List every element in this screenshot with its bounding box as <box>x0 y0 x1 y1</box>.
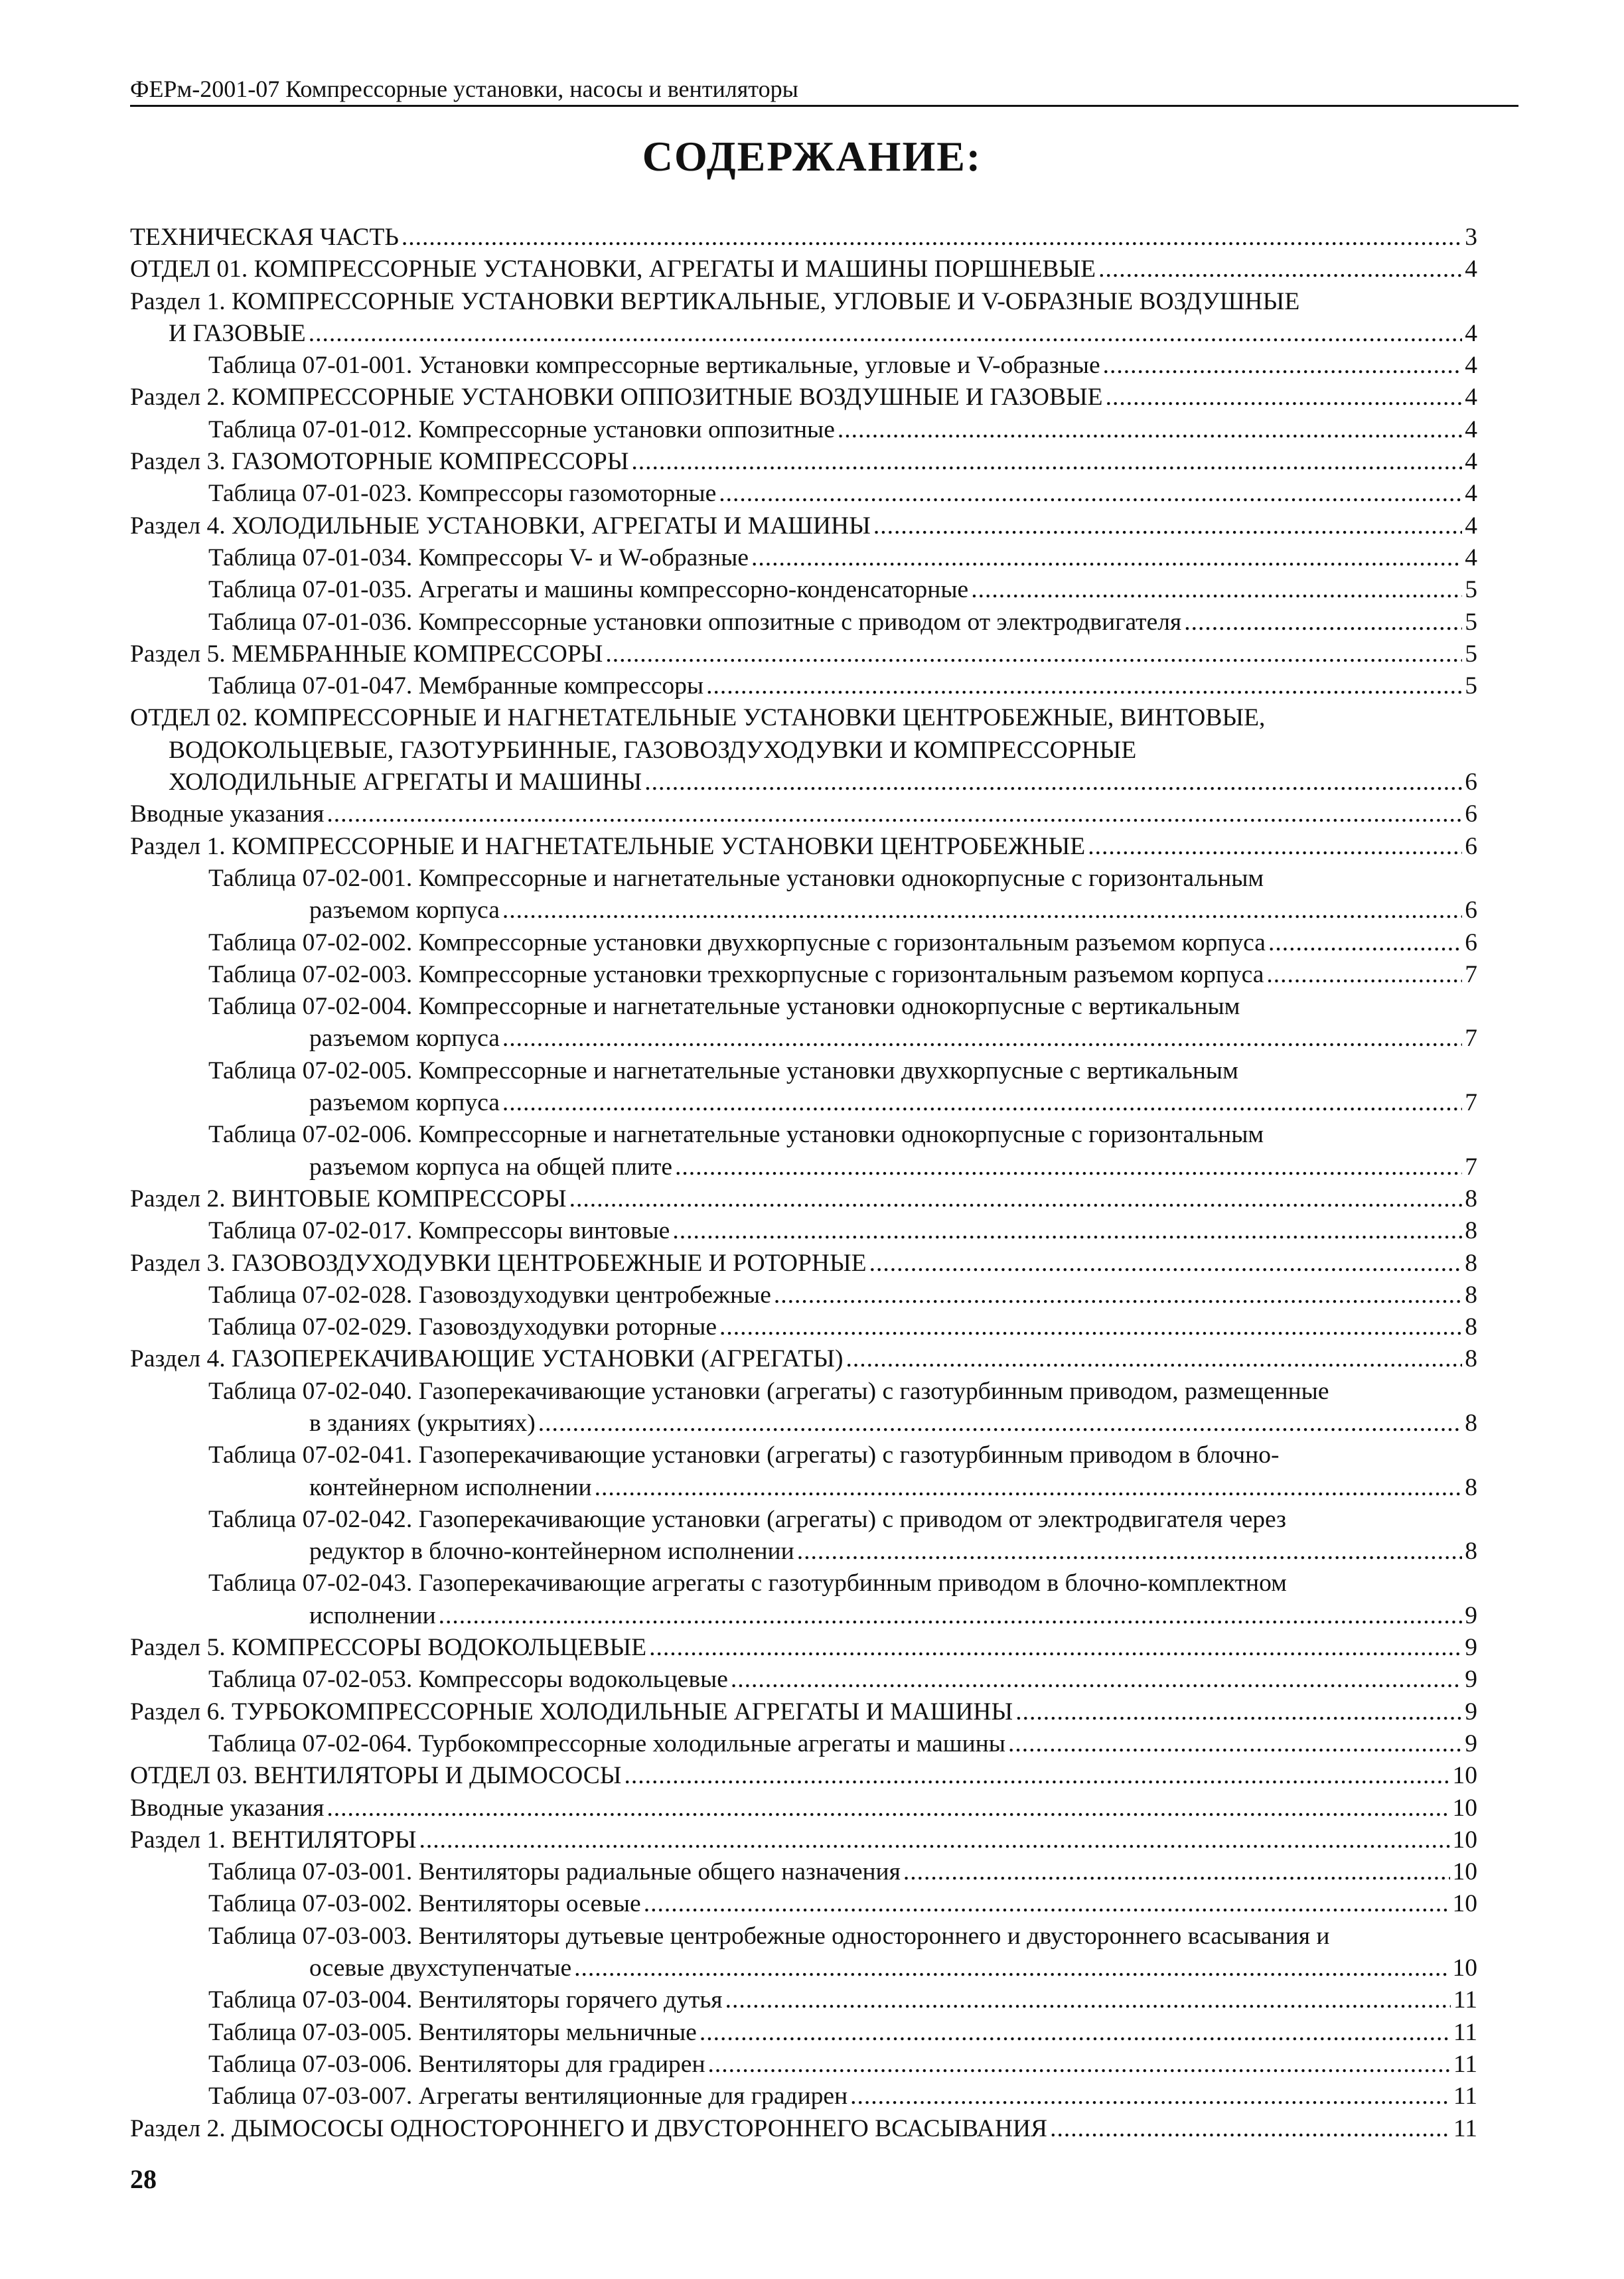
toc-page-number: 4 <box>1465 384 1477 411</box>
toc-entry-text: Таблица 07-02-053. Компрессоры водокольцевые <box>208 1666 728 1694</box>
dot-leader <box>631 446 1462 478</box>
toc-entry-text: Раздел 4. ГАЗОПЕРЕКАЧИВАЮЩИЕ УСТАНОВКИ (АГРЕГАТЫ) <box>130 1345 844 1373</box>
toc-page-number: 8 <box>1465 1217 1477 1245</box>
toc-entry[interactable] <box>130 1728 1477 1760</box>
toc-entry-text: Таблица 07-02-004. Компрессорные и нагнетательные установки однокорпусные с вертикальным <box>208 993 1240 1021</box>
toc-page-number: 4 <box>1465 319 1477 347</box>
dot-leader <box>846 1343 1462 1375</box>
toc-entry[interactable] <box>130 1280 1477 1311</box>
toc-entry-text: Раздел 2. ВИНТОВЫЕ КОМПРЕССОРЫ <box>130 1185 567 1213</box>
toc-entry[interactable] <box>130 1568 1477 1632</box>
toc-entry[interactable] <box>130 254 1477 285</box>
toc-page-number: 10 <box>1452 1762 1477 1790</box>
toc-entry-text: Таблица 07-03-002. Вентиляторы осевые <box>208 1890 641 1918</box>
toc-entry-text: Таблица 07-02-006. Компрессорные и нагнетательные установки однокорпусные с горизонтальным <box>208 1121 1264 1149</box>
toc-entry-text: разъемом корпуса <box>309 1089 500 1117</box>
toc-entry[interactable] <box>130 2049 1477 2081</box>
toc-page-number: 6 <box>1465 769 1477 796</box>
toc-page-number: 8 <box>1465 1249 1477 1277</box>
toc-entry-text: Таблица 07-03-007. Агрегаты вентиляционные для градирен <box>208 2083 848 2110</box>
dot-leader <box>731 1664 1462 1696</box>
toc-page-number: 10 <box>1452 1794 1477 1822</box>
toc-entry-text: Таблица 07-01-035. Агрегаты и машины компрессорно-конденсаторные <box>208 576 969 604</box>
toc-entry[interactable] <box>130 1343 1477 1375</box>
dot-leader <box>797 1536 1463 1568</box>
toc-entry[interactable] <box>130 798 1477 830</box>
toc-entry[interactable] <box>130 863 1477 927</box>
toc-entry[interactable] <box>130 1055 1477 1120</box>
toc-entry[interactable] <box>130 638 1477 670</box>
toc-entry-text: Таблица 07-03-001. Вентиляторы радиальные общего назначения <box>208 1858 901 1886</box>
toc-entry[interactable] <box>130 542 1477 574</box>
dot-leader <box>402 222 1462 254</box>
toc-entry-text: разъемом корпуса <box>309 1025 500 1053</box>
dot-leader <box>869 1248 1463 1280</box>
toc-page-number: 8 <box>1465 1409 1477 1437</box>
toc-entry-text: Таблица 07-02-064. Турбокомпрессорные холодильные агрегаты и машины <box>208 1729 1005 1757</box>
toc-page-number: 11 <box>1453 1986 1477 2014</box>
dot-leader <box>1050 2113 1451 2145</box>
toc-entry[interactable] <box>130 1215 1477 1247</box>
toc-entry-text: разъемом корпуса на общей плите <box>309 1153 672 1181</box>
toc-entry[interactable] <box>130 2113 1477 2145</box>
dot-leader <box>605 638 1462 670</box>
toc-page-number: 8 <box>1465 1345 1477 1373</box>
toc-entry-text: Таблица 07-02-042. Газоперекачивающие установки (агрегаты) с приводом от электродвигателя через <box>208 1505 1286 1533</box>
table-of-contents <box>130 222 1477 2145</box>
toc-page-number: 4 <box>1465 480 1477 508</box>
dot-leader <box>1268 927 1462 959</box>
toc-entry-text: контейнерном исполнении <box>309 1473 592 1501</box>
toc-entry[interactable] <box>130 1984 1477 2016</box>
toc-page-number: 5 <box>1465 672 1477 700</box>
toc-entry-text: Раздел 1. КОМПРЕССОРНЫЕ И НАГНЕТАТЕЛЬНЫЕ УСТАНОВКИ ЦЕНТРОБЕЖНЫЕ <box>130 832 1086 860</box>
toc-page-number: 4 <box>1465 512 1477 540</box>
toc-page-number: 4 <box>1465 352 1477 380</box>
dot-leader <box>569 1183 1463 1215</box>
toc-entry[interactable] <box>130 1664 1477 1696</box>
toc-entry[interactable] <box>130 1311 1477 1343</box>
toc-entry-text: в зданиях (укрытиях) <box>309 1409 536 1437</box>
dot-leader <box>1008 1728 1462 1760</box>
toc-entry-text: ВОДОКОЛЬЦЕВЫЕ, ГАЗОТУРБИННЫЕ, ГАЗОВОЗДУХОДУВКИ И КОМПРЕССОРНЫЕ <box>169 736 1137 764</box>
dot-leader <box>574 1952 1449 1984</box>
toc-page-number: 3 <box>1465 224 1477 251</box>
toc-entry[interactable] <box>130 478 1477 510</box>
toc-page-number: 9 <box>1465 1601 1477 1629</box>
toc-entry[interactable] <box>130 2081 1477 2112</box>
dot-leader <box>419 1824 1449 1856</box>
dot-leader <box>1184 607 1462 638</box>
dot-leader <box>649 1632 1462 1664</box>
toc-entry[interactable] <box>130 991 1477 1055</box>
toc-entry[interactable] <box>130 1632 1477 1664</box>
toc-entry[interactable] <box>130 1793 1477 1824</box>
toc-page-number: 11 <box>1453 2050 1477 2078</box>
toc-entry[interactable] <box>130 607 1477 638</box>
toc-entry-text: Таблица 07-01-036. Компрессорные установки оппозитные с приводом от электродвигателя <box>208 608 1182 636</box>
toc-entry[interactable] <box>130 1824 1477 1856</box>
toc-entry-text: Таблица 07-03-004. Вентиляторы горячего дутья <box>208 1986 723 2014</box>
toc-entry-text: Таблица 07-02-028. Газовоздуходувки центробежные <box>208 1281 771 1309</box>
toc-entry-text: Таблица 07-01-012. Компрессорные установки оппозитные <box>208 415 835 443</box>
toc-entry[interactable] <box>130 2017 1477 2049</box>
toc-entry[interactable] <box>130 1248 1477 1280</box>
toc-entry-text: Раздел 1. ВЕНТИЛЯТОРЫ <box>130 1826 417 1854</box>
toc-page-number: 5 <box>1465 608 1477 636</box>
toc-entry-text: Таблица 07-02-005. Компрессорные и нагнетательные установки двухкорпусные с вертикальным <box>208 1057 1238 1084</box>
toc-entry[interactable] <box>130 414 1477 446</box>
toc-entry-text: ТЕХНИЧЕСКАЯ ЧАСТЬ <box>130 224 399 251</box>
toc-entry[interactable] <box>130 222 1477 254</box>
dot-leader <box>644 1888 1450 1920</box>
dot-leader <box>538 1408 1462 1439</box>
toc-entry-text: разъемом корпуса <box>309 897 500 924</box>
toc-page-number: 7 <box>1465 1153 1477 1181</box>
dot-leader <box>502 895 1462 926</box>
toc-page-number: 8 <box>1465 1313 1477 1341</box>
toc-entry-text: И ГАЗОВЫЕ <box>169 319 306 347</box>
toc-page-number: 8 <box>1465 1185 1477 1213</box>
toc-entry-text: Таблица 07-03-006. Вентиляторы для градирен <box>208 2050 705 2078</box>
toc-page-number: 9 <box>1465 1729 1477 1757</box>
toc-entry[interactable] <box>130 1760 1477 1792</box>
toc-page-number: 11 <box>1453 2114 1477 2142</box>
toc-entry-text: Вводные указания <box>130 1794 325 1822</box>
dot-leader <box>1015 1696 1462 1728</box>
dot-leader <box>751 542 1462 574</box>
toc-page-number: 10 <box>1452 1858 1477 1886</box>
toc-entry-text: Таблица 07-03-003. Вентиляторы дутьевые центробежные одностороннего и двустороннего всасывания и <box>208 1922 1330 1950</box>
toc-entry[interactable] <box>130 1856 1477 1888</box>
dot-leader <box>1088 831 1462 863</box>
toc-page-number: 10 <box>1452 1954 1477 1982</box>
toc-page-number: 9 <box>1465 1698 1477 1726</box>
toc-page-number: 4 <box>1465 544 1477 571</box>
dot-leader <box>1098 254 1462 285</box>
toc-entry-text: Таблица 07-02-003. Компрессорные установки трехкорпусные с горизонтальным разъемом корпуса <box>208 960 1264 988</box>
dot-leader <box>327 798 1462 830</box>
toc-page-number: 8 <box>1465 1473 1477 1501</box>
toc-entry[interactable] <box>130 831 1477 863</box>
toc-entry-text: Раздел 2. ДЫМОСОСЫ ОДНОСТОРОННЕГО И ДВУСТОРОННЕГО ВСАСЫВАНИЯ <box>130 2114 1048 2142</box>
toc-entry[interactable] <box>130 510 1477 542</box>
toc-entry-text: Раздел 4. ХОЛОДИЛЬНЫЕ УСТАНОВКИ, АГРЕГАТЫ И МАШИНЫ <box>130 512 871 540</box>
toc-page-number: 10 <box>1452 1890 1477 1918</box>
toc-page-number: 7 <box>1465 960 1477 988</box>
dot-leader <box>850 2081 1451 2112</box>
dot-leader <box>502 1023 1462 1055</box>
toc-entry-text: Таблица 07-03-005. Вентиляторы мельничные <box>208 2018 697 2046</box>
toc-page-number: 8 <box>1465 1538 1477 1566</box>
toc-entry-text: Таблица 07-02-017. Компрессоры винтовые <box>208 1217 670 1245</box>
dot-leader <box>708 2049 1451 2081</box>
toc-entry-text: Раздел 2. КОМПРЕССОРНЫЕ УСТАНОВКИ ОППОЗИТНЫЕ ВОЗДУШНЫЕ И ГАЗОВЫЕ <box>130 384 1103 411</box>
toc-page-number: 11 <box>1453 2083 1477 2110</box>
toc-entry[interactable] <box>130 1696 1477 1728</box>
toc-entry[interactable] <box>130 1119 1477 1183</box>
toc-page-number: 8 <box>1465 1281 1477 1309</box>
toc-entry[interactable] <box>130 1888 1477 1920</box>
dot-leader <box>719 1311 1462 1343</box>
dot-leader <box>700 2017 1451 2049</box>
toc-entry[interactable] <box>130 574 1477 606</box>
toc-entry[interactable] <box>130 350 1477 382</box>
dot-leader <box>672 1215 1462 1247</box>
toc-entry[interactable] <box>130 1921 1477 1985</box>
toc-entry-text: Раздел 3. ГАЗОМОТОРНЫЕ КОМПРЕССОРЫ <box>130 448 629 476</box>
dot-leader <box>1266 959 1462 991</box>
toc-page-number: 10 <box>1452 1826 1477 1854</box>
toc-entry-text: Раздел 1. КОМПРЕССОРНЫЕ УСТАНОВКИ ВЕРТИКАЛЬНЫЕ, УГЛОВЫЕ И V-ОБРАЗНЫЕ ВОЗДУШНЫЕ <box>130 287 1300 315</box>
dot-leader <box>725 1984 1451 2016</box>
toc-entry-text: ОТДЕЛ 02. КОМПРЕССОРНЫЕ И НАГНЕТАТЕЛЬНЫЕ УСТАНОВКИ ЦЕНТРОБЕЖНЫЕ, ВИНТОВЫЕ, <box>130 704 1266 732</box>
toc-entry-text: Таблица 07-02-040. Газоперекачивающие установки (агрегаты) с газотурбинным приводом, размещенные <box>208 1377 1329 1405</box>
toc-entry-text: Таблица 07-01-001. Установки компрессорные вертикальные, угловые и V-образные <box>208 352 1100 380</box>
toc-page-number: 6 <box>1465 928 1477 956</box>
dot-leader <box>719 478 1462 510</box>
running-header: ФЕРм-2001-07 Компрессорные установки, насосы и вентиляторы <box>130 74 1518 107</box>
dot-leader <box>624 1760 1449 1792</box>
toc-page-number: 4 <box>1465 256 1477 283</box>
toc-entry-text: Таблица 07-02-002. Компрессорные установки двухкорпусные с горизонтальным разъемом корпуса <box>208 928 1266 956</box>
dot-leader <box>774 1280 1462 1311</box>
dot-leader <box>873 510 1462 542</box>
toc-page-number: 6 <box>1465 897 1477 924</box>
toc-entry[interactable] <box>130 1376 1477 1440</box>
toc-entry[interactable] <box>130 382 1477 413</box>
toc-entry-text: ОТДЕЛ 03. ВЕНТИЛЯТОРЫ И ДЫМОСОСЫ <box>130 1762 622 1790</box>
toc-entry-text: ОТДЕЛ 01. КОМПРЕССОРНЫЕ УСТАНОВКИ, АГРЕГАТЫ И МАШИНЫ ПОРШНЕВЫЕ <box>130 256 1096 283</box>
toc-entry[interactable] <box>130 927 1477 959</box>
toc-entry-text: Таблица 07-01-023. Компрессоры газомоторные <box>208 480 717 508</box>
page-title: СОДЕРЖАНИЕ: <box>642 133 982 180</box>
toc-entry-text: Раздел 5. МЕМБРАННЫЕ КОМПРЕССОРЫ <box>130 640 603 668</box>
dot-leader <box>439 1600 1463 1632</box>
toc-entry-text: редуктор в блочно-контейнерном исполнении <box>309 1538 794 1566</box>
toc-page-number: 11 <box>1453 2018 1477 2046</box>
toc-entry[interactable] <box>130 1183 1477 1215</box>
toc-page-number: 7 <box>1465 1025 1477 1053</box>
toc-page-number: 6 <box>1465 832 1477 860</box>
toc-entry[interactable] <box>130 1504 1477 1568</box>
dot-leader <box>706 670 1462 702</box>
dot-leader <box>595 1472 1463 1504</box>
toc-entry-text: Таблица 07-01-034. Компрессоры V- и W-образные <box>208 544 749 571</box>
dot-leader <box>502 1087 1462 1119</box>
toc-page-number: 5 <box>1465 640 1477 668</box>
toc-entry-text: Таблица 07-02-029. Газовоздуходувки роторные <box>208 1313 717 1341</box>
toc-page-number: 5 <box>1465 576 1477 604</box>
toc-page-number: 4 <box>1465 415 1477 443</box>
toc-page-number: 9 <box>1465 1634 1477 1662</box>
dot-leader <box>1106 382 1463 413</box>
toc-page-number: 7 <box>1465 1089 1477 1117</box>
toc-entry-text: Раздел 6. ТУРБОКОМПРЕССОРНЫЕ ХОЛОДИЛЬНЫЕ АГРЕГАТЫ И МАШИНЫ <box>130 1698 1013 1726</box>
toc-page-number: 9 <box>1465 1666 1477 1694</box>
dot-leader <box>903 1856 1450 1888</box>
toc-entry[interactable] <box>130 1439 1477 1504</box>
dot-leader <box>327 1793 1449 1824</box>
toc-entry-text: исполнении <box>309 1601 436 1629</box>
toc-entry[interactable] <box>130 286 1477 350</box>
toc-entry[interactable] <box>130 702 1477 798</box>
toc-entry[interactable] <box>130 959 1477 991</box>
toc-entry-text: Вводные указания <box>130 800 325 828</box>
dot-leader <box>971 574 1462 606</box>
toc-entry-text: Раздел 3. ГАЗОВОЗДУХОДУВКИ ЦЕНТРОБЕЖНЫЕ И РОТОРНЫЕ <box>130 1249 867 1277</box>
toc-entry[interactable] <box>130 670 1477 702</box>
toc-entry-text: Раздел 5. КОМПРЕССОРЫ ВОДОКОЛЬЦЕВЫЕ <box>130 1634 647 1662</box>
toc-entry-text: Таблица 07-01-047. Мембранные компрессоры <box>208 672 704 700</box>
dot-leader <box>309 318 1463 350</box>
dot-leader <box>838 414 1462 446</box>
toc-page-number: 6 <box>1465 800 1477 828</box>
toc-entry-text: Таблица 07-02-041. Газоперекачивающие установки (агрегаты) с газотурбинным приводом в блочно- <box>208 1441 1280 1469</box>
page-number: 28 <box>130 2164 157 2194</box>
toc-entry-text: осевые двухступенчатые <box>309 1954 572 1982</box>
toc-entry-text: ХОЛОДИЛЬНЫЕ АГРЕГАТЫ И МАШИНЫ <box>169 769 642 796</box>
toc-page-number: 4 <box>1465 448 1477 476</box>
dot-leader <box>1103 350 1463 382</box>
toc-entry-text: Таблица 07-02-043. Газоперекачивающие агрегаты с газотурбинным приводом в блочно-комплектном <box>208 1570 1287 1597</box>
dot-leader <box>675 1151 1462 1183</box>
dot-leader <box>644 767 1462 798</box>
toc-entry-text: Таблица 07-02-001. Компрессорные и нагнетательные установки однокорпусные с горизонтальным <box>208 864 1264 892</box>
toc-entry[interactable] <box>130 446 1477 478</box>
